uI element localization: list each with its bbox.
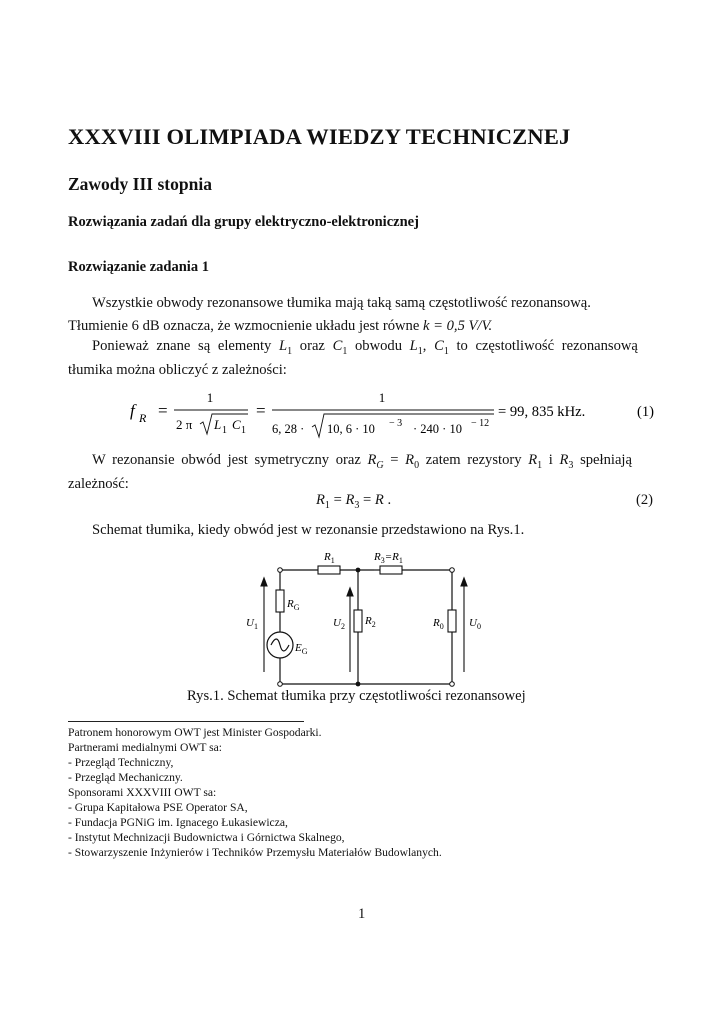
footnote-line: - Przegląd Techniczny, [68,756,174,769]
footnote-line: Sponsorami XXXVIII OWT sa: [68,786,217,799]
resistor-r1 [318,566,340,574]
terminal-node [278,568,283,573]
svg-text:· 240 · 10: · 240 · 10 [413,422,462,436]
svg-text:L: L [214,417,222,432]
resistor-rg [276,590,284,612]
svg-text:10, 6 · 10: 10, 6 · 10 [327,422,375,436]
page-title: XXXVIII OLIMPIADA WIEDZY TECHNICZNEJ [68,124,571,149]
svg-text:6, 28 ·: 6, 28 · [272,422,305,436]
section-heading: Rozwiązania zadań dla grupy elektryczno-elektronicznej [68,214,419,230]
paragraph-4-text-c: i [548,452,553,468]
equation-2: $R_1 = R_3 = R$ . [316,492,392,511]
paragraph-2-text: Tłumienie 6 dB oznacza, że wzmocnienie układu jest równe [68,318,420,334]
footnote-line: - Przegląd Mechaniczny. [68,771,183,784]
footnote-divider [68,721,304,722]
paragraph-4: W rezonansie obwód jest symetryczny oraz $R_G = R_0$ zatem rezystory $R_1$ i $R_3$ spełniają [92,452,632,471]
svg-text:1: 1 [206,390,214,405]
label-u1: $U_1$ [246,617,258,631]
circuit-diagram [240,546,500,690]
paragraph-5: Schemat tłumika, kiedy obwód jest w rezonansie przedstawiono na Rys.1. [92,522,525,538]
resistor-r2 [354,610,362,632]
svg-text:=: = [256,401,266,420]
svg-text:C: C [232,417,241,432]
equation-1-result: = 99, 835 kHz. [498,404,586,420]
figure-caption: Rys.1. Schemat tłumika przy częstotliwości rezonansowej [187,688,526,704]
task-heading: Rozwiązanie zadania 1 [68,259,209,275]
svg-text:2 π: 2 π [176,417,193,432]
equation-1-lhs [130,401,168,425]
label-r2: $R_2$ [365,615,376,629]
svg-text:− 3: − 3 [389,418,403,429]
gain-value: k = 0,5 V/V. [423,318,493,334]
equation-1-number: (1) [636,404,654,420]
equation-1-fraction-2 [272,390,494,437]
svg-text:− 12: − 12 [471,418,490,429]
footnote-line: - Instytut Mechnizacji Budownictwa i Górnictwa Skalnego, [68,831,345,844]
paragraph-3-cont: tłumika można obliczyć z zależności: [68,362,287,378]
footnote-line: - Grupa Kapitałowa PSE Operator SA, [68,801,248,814]
junction-node [356,682,361,687]
equation-1 [130,386,670,442]
arrow-u1-icon [261,578,267,586]
svg-text:1: 1 [378,390,386,405]
footnote-line: - Stowarzyszenie Inżynierów i Techników Przemysłu Materiałów Budowlanych. [68,846,442,859]
svg-text:1: 1 [241,425,246,436]
svg-text:f: f [130,401,135,420]
paragraph-4-text-d: spełniają [580,452,632,468]
paragraph-2 [68,318,492,335]
terminal-node [450,568,455,573]
paragraph-3-text-d: to częstotliwość rezonansową [456,338,638,354]
paragraph-3-text-b: oraz [299,338,325,354]
page-number: 1 [358,906,366,922]
paragraph-3: Ponieważ znane są elementy $L_1$ oraz $C_1$ obwodu $L_1$, $C_1$ to częstotliwość rezonansową [92,338,638,357]
label-r1: $R_1$ [324,551,335,565]
label-rg: $R_G$ [287,598,300,612]
svg-text:1: 1 [222,425,227,436]
paragraph-1: Wszystkie obwody rezonansowe tłumika mają taką samą częstotliwość rezonansową. [92,295,591,311]
junction-node [356,568,361,573]
subtitle: Zawody III stopnia [68,174,212,194]
label-u0: $U_0$ [469,617,481,631]
svg-text:=: = [158,401,168,420]
resistor-r3 [380,566,402,574]
equation-2-number: (2) [636,492,654,508]
paragraph-4-cont: zależność: [68,476,129,492]
footnote-line: Partnerami medialnymi OWT sa: [68,741,223,754]
footnote-line: Patronem honorowym OWT jest Minister Gospodarki. [68,726,322,739]
arrow-u2-icon [347,588,353,596]
label-u2: $U_2$ [333,617,345,631]
footnote-line: - Fundacja PGNiG im. Ignacego Łukasiewicza, [68,816,288,829]
resistor-r0 [448,610,456,632]
arrow-u0-icon [461,578,467,586]
voltage-source-icon [267,632,293,658]
label-eg: $E_G$ [295,642,308,656]
equation-1-fraction-1 [174,390,248,436]
paragraph-4-text-b: zatem rezystory [425,452,522,468]
label-r0: $R_0$ [433,617,444,631]
paragraph-3-text-a: Ponieważ znane są elementy [92,338,272,354]
paragraph-4-text-a: W rezonansie obwód jest symetryczny oraz [92,452,361,468]
paragraph-3-text-c: obwodu [354,338,402,354]
svg-text:R: R [139,411,147,425]
terminal-node [450,682,455,687]
label-r3: $R_3=R_1$ [374,551,403,565]
terminal-node [278,682,283,687]
